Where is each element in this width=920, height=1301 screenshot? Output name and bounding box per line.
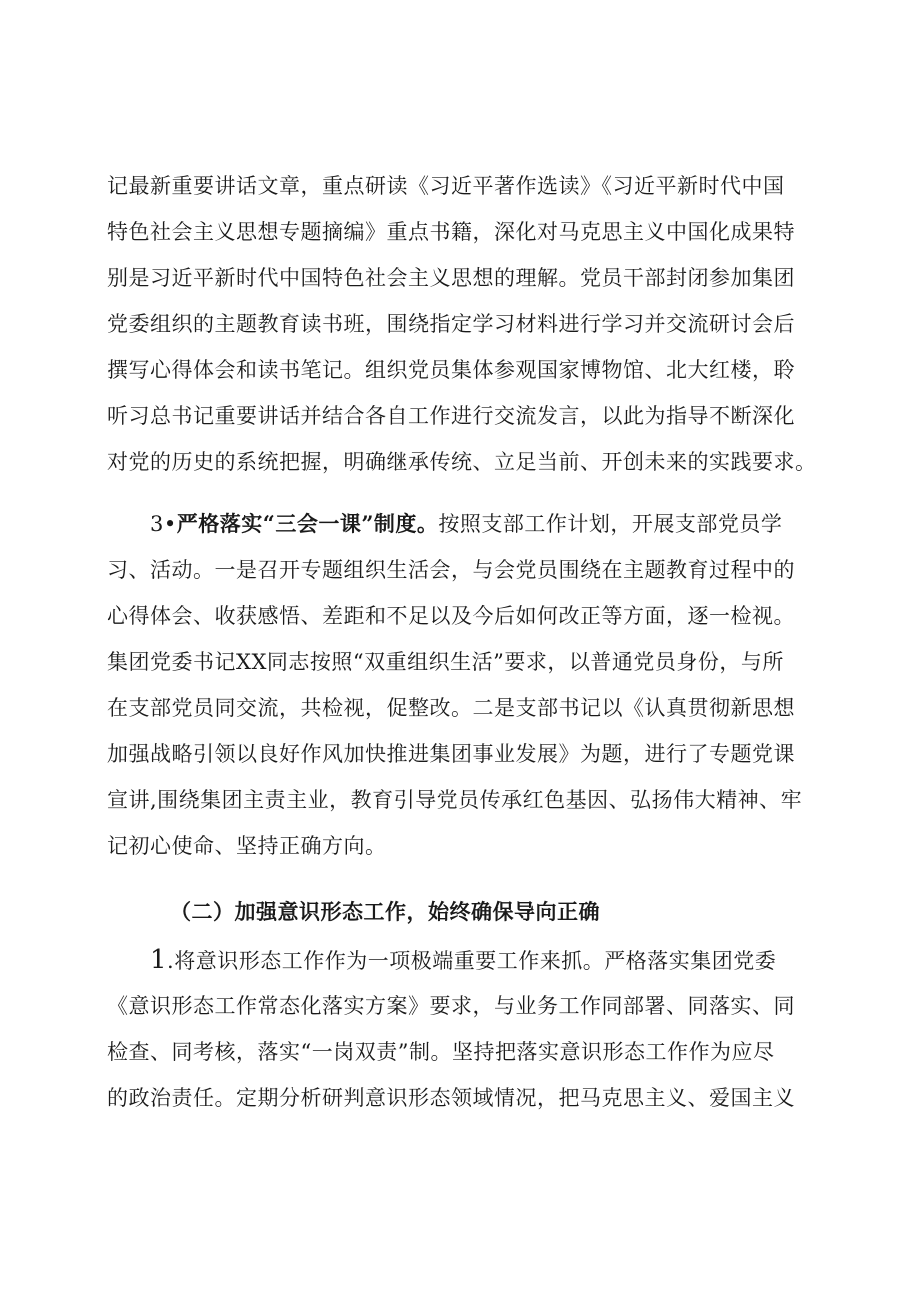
section-heading: （二）加强意识形态工作，始终确保导向正确 <box>170 899 600 924</box>
paragraph-line: 特色社会主义思想专题摘编》重点书籍，深化对马克思主义中国化成果特 <box>107 220 795 244</box>
paragraph-line: 记最新重要讲话文章，重点研读《习近平著作选读》《习近平新时代中国 <box>107 174 785 198</box>
paragraph-line: 别是习近平新时代中国特色社会主义思想的理解。党员干部封闭参加集团 <box>107 266 795 290</box>
paragraph-line: 听习总书记重要讲话并结合各自工作进行交流发言，以此为指导不断深化 <box>107 404 795 428</box>
paragraph-line: 记初心使命、坚持正确方向。 <box>107 834 387 858</box>
item-number: 1 <box>150 945 168 975</box>
paragraph-first-line <box>150 940 870 980</box>
paragraph-line: 对党的历史的系统把握，明确继承传统、立足当前、开创未来的实践要求。 <box>107 450 817 474</box>
paragraph-line: 的政治责任。定期分析研判意识形态领域情况，把马克思主义、爱国主义 <box>107 1086 795 1110</box>
paragraph-line: 党委组织的主题教育读书班，围绕指定学习材料进行学习并交流研讨会后 <box>107 312 795 336</box>
item-text: 按照支部工作计划，开展支部党员学 <box>438 512 783 536</box>
paragraph-line: 加强战略引领以良好作风加快推进集团事业发展》为题，进行了专题党课 <box>107 742 795 766</box>
paragraph-line: 集团党委书记XX同志按照“双重组织生活”要求，以普通党员身份，与所 <box>107 650 784 674</box>
item-text: .将意识形态工作作为一项极端重要工作来抓。严格落实集团党委 <box>167 949 777 973</box>
paragraph-line: 习、活动。一是召开专题组织生活会，与会党员围绕在主题教育过程中的 <box>107 558 795 582</box>
paragraph-line: 在支部党员同交流，共检视，促整改。二是支部书记以《认真贯彻新思想 <box>107 696 795 720</box>
paragraph-line: 撰写心得体会和读书笔记。组织党员集体参观国家博物馆、北大红楼，聆 <box>107 358 795 382</box>
paragraph-line: 心得体会、收获感悟、差距和不足以及今后如何改正等方面，逐一检视。 <box>107 604 795 628</box>
paragraph-line: 检查、同考核，落实“一岗双责”制。坚持把落实意识形态工作作为应尽 <box>107 1040 775 1064</box>
paragraph-line: 宣讲,围绕集团主责主业，教育引导党员传承红色基因、弘扬伟大精神、牢 <box>107 788 803 812</box>
paragraph-first-line <box>150 504 870 544</box>
item-bold-title: 严格落实“三会一课”制度。 <box>176 511 439 536</box>
paragraph-line: 《意识形态工作常态化落实方案》要求，与业务工作同部署、同落实、同 <box>107 994 795 1018</box>
item-number: 3• <box>150 512 177 536</box>
